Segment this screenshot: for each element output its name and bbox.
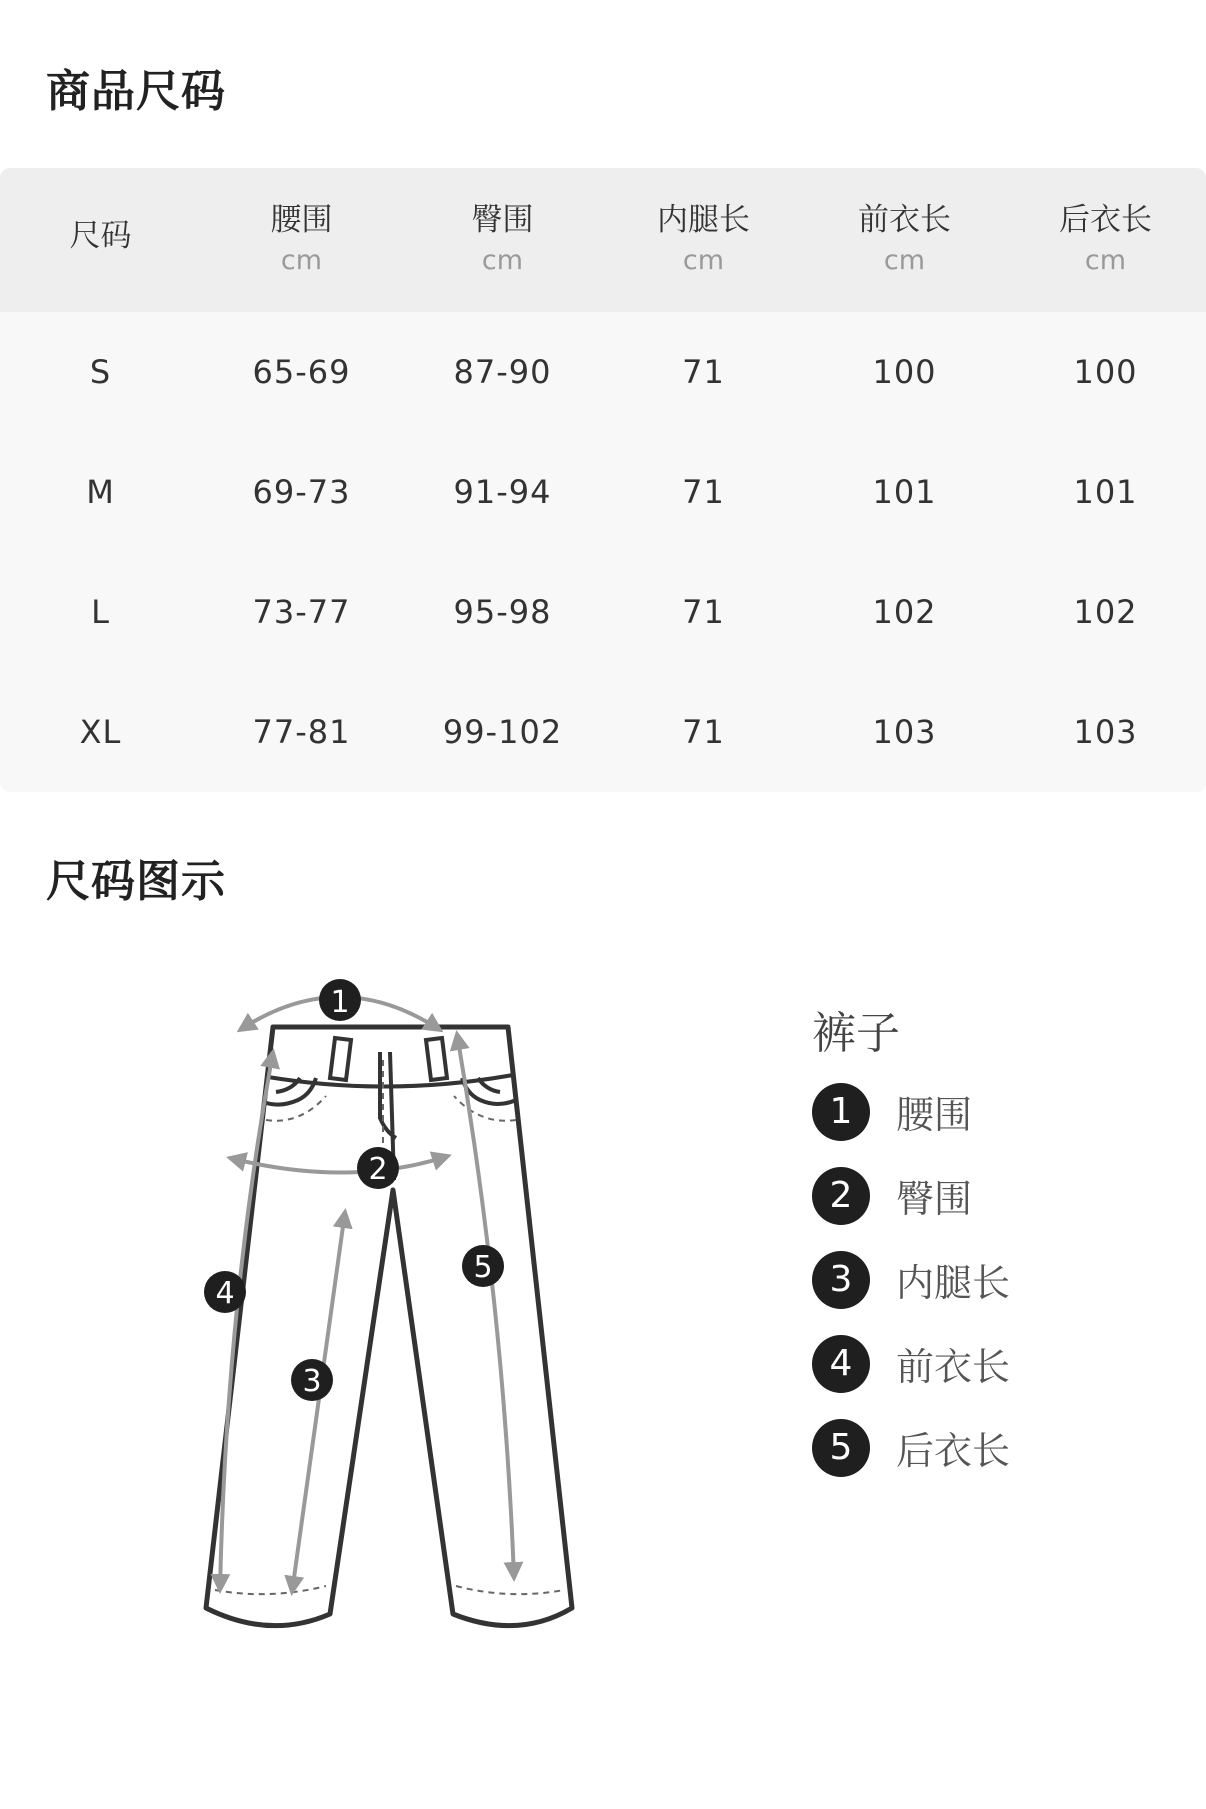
legend-number-badge: 2: [812, 1167, 870, 1225]
table-row: [0, 312, 1206, 432]
legend-label: 腰围: [896, 1093, 973, 1138]
table-cell: 71: [682, 353, 725, 391]
table-cell: 100: [872, 353, 937, 391]
header-unit: cm: [280, 245, 323, 277]
table-header-row: [0, 168, 1206, 312]
legend-item: [812, 1251, 1010, 1309]
marker-waist: [319, 979, 361, 1021]
marker-label: 1: [330, 985, 350, 1020]
table-row: [0, 672, 1206, 792]
header-label: 腰围: [270, 202, 333, 239]
marker-label: 3: [302, 1364, 322, 1399]
table-cell: 101: [872, 473, 937, 511]
table-cell: 65-69: [252, 353, 351, 391]
legend-item: [812, 1335, 1010, 1393]
table-cell: 71: [682, 473, 725, 511]
header-front-length: [804, 168, 1005, 312]
header-label: 后衣长: [1059, 202, 1152, 239]
table-cell: 101: [1073, 473, 1138, 511]
header-label: 前衣长: [858, 202, 951, 239]
legend-number-badge: 1: [812, 1083, 870, 1141]
table-cell: L: [91, 593, 110, 631]
table-cell: XL: [79, 713, 122, 751]
table-cell: 71: [682, 713, 725, 751]
header-back-length: [1005, 168, 1206, 312]
marker-hip: [357, 1147, 399, 1189]
header-inseam: [603, 168, 804, 312]
table-cell: 73-77: [252, 593, 351, 631]
header-unit: cm: [481, 245, 524, 277]
legend-number-badge: 4: [812, 1335, 870, 1393]
legend-label: 后衣长: [896, 1429, 1011, 1474]
table-cell: 77-81: [252, 713, 351, 751]
pants-icon: [180, 950, 620, 1640]
table-row: [0, 552, 1206, 672]
table-cell: 102: [1073, 593, 1138, 631]
table-cell: 100: [1073, 353, 1138, 391]
header-size: [0, 168, 201, 312]
table-cell: 95-98: [453, 593, 552, 631]
table-row: [0, 432, 1206, 552]
table-cell: 103: [872, 713, 937, 751]
size-section-title: 商品尺码: [46, 66, 226, 117]
header-label: 内腿长: [657, 202, 750, 239]
table-cell: 103: [1073, 713, 1138, 751]
legend-number-badge: 5: [812, 1419, 870, 1477]
header-unit: cm: [682, 245, 725, 277]
marker-label: 4: [215, 1276, 235, 1311]
legend-label: 前衣长: [896, 1345, 1011, 1390]
legend-title: 裤子: [812, 1008, 900, 1059]
marker-label: 5: [473, 1250, 493, 1285]
header-label: 尺码: [69, 218, 132, 255]
header-label: 臀围: [471, 202, 534, 239]
table-cell: 91-94: [453, 473, 552, 511]
table-cell: 69-73: [252, 473, 351, 511]
size-diagram: [0, 950, 1206, 1650]
diagram-section-title: 尺码图示: [46, 856, 226, 907]
legend-label: 内腿长: [896, 1261, 1011, 1306]
table-cell: S: [89, 353, 112, 391]
header-waist: [201, 168, 402, 312]
marker-front-length: [204, 1271, 246, 1313]
header-hip: [402, 168, 603, 312]
table-cell: 87-90: [453, 353, 552, 391]
header-unit: cm: [1084, 245, 1127, 277]
measurement-legend: [812, 1008, 1010, 1503]
legend-label: 臀围: [896, 1177, 973, 1222]
legend-number-badge: 3: [812, 1251, 870, 1309]
header-unit: cm: [883, 245, 926, 277]
legend-item: [812, 1083, 1010, 1141]
marker-label: 2: [368, 1152, 388, 1187]
table-cell: 71: [682, 593, 725, 631]
marker-back-length: [462, 1245, 504, 1287]
legend-item: [812, 1419, 1010, 1477]
table-cell: M: [86, 473, 115, 511]
table-cell: 102: [872, 593, 937, 631]
table-cell: 99-102: [442, 713, 563, 751]
marker-inseam: [291, 1359, 333, 1401]
legend-item: [812, 1167, 1010, 1225]
size-table: [0, 168, 1206, 792]
